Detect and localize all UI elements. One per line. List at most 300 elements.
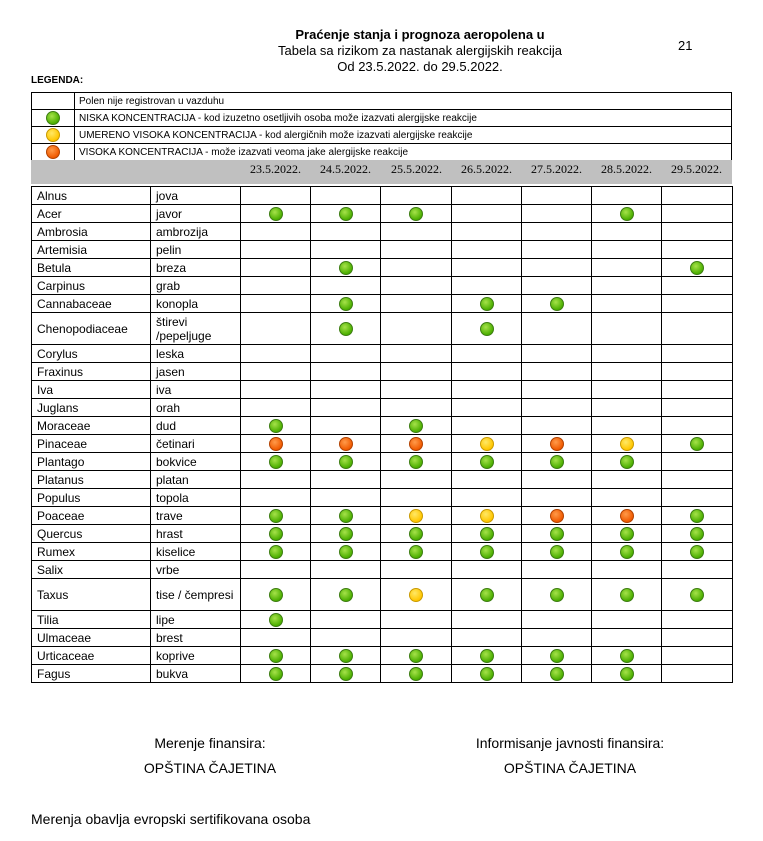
concentration-cell xyxy=(311,629,381,647)
concentration-cell xyxy=(522,187,592,205)
concentration-cell xyxy=(592,205,662,223)
concentration-cell xyxy=(311,543,381,561)
green-dot-icon xyxy=(690,437,704,451)
table-row xyxy=(32,399,733,417)
concentration-cell xyxy=(241,543,311,561)
concentration-cell xyxy=(241,453,311,471)
latin-name-cell: Tilia xyxy=(32,611,151,629)
funding-measurement-value: OPŠTINA ČAJETINA xyxy=(143,760,277,776)
latin-name-cell: Moraceae xyxy=(32,417,151,435)
latin-name-cell: Rumex xyxy=(32,543,151,561)
concentration-cell xyxy=(452,363,522,381)
funding-measurement-label: Merenje finansira: xyxy=(154,735,266,751)
concentration-cell xyxy=(241,525,311,543)
concentration-cell xyxy=(381,489,452,507)
concentration-cell xyxy=(592,507,662,525)
concentration-cell xyxy=(311,665,381,683)
concentration-cell xyxy=(592,313,662,345)
table-row xyxy=(32,489,733,507)
page-number: 21 xyxy=(678,38,693,53)
concentration-cell xyxy=(522,241,592,259)
concentration-cell xyxy=(381,381,452,399)
green-dot-icon xyxy=(550,588,564,602)
orange-dot-icon xyxy=(339,437,353,451)
concentration-cell xyxy=(241,313,311,345)
concentration-cell xyxy=(381,453,452,471)
green-dot-icon xyxy=(480,455,494,469)
local-name-cell: brest xyxy=(151,629,241,647)
concentration-cell xyxy=(381,399,452,417)
orange-dot-icon xyxy=(409,437,423,451)
concentration-cell xyxy=(662,525,733,543)
local-name-cell: iva xyxy=(151,381,241,399)
table-row xyxy=(32,259,733,277)
concentration-cell xyxy=(452,507,522,525)
green-dot-icon xyxy=(690,509,704,523)
table-row xyxy=(32,223,733,241)
green-dot-icon xyxy=(339,297,353,311)
legend-swatch-green xyxy=(32,110,75,127)
local-name-cell: lipe xyxy=(151,611,241,629)
concentration-cell xyxy=(452,665,522,683)
legend-table xyxy=(31,92,732,161)
funding-information xyxy=(440,734,700,777)
concentration-cell xyxy=(241,417,311,435)
footer-note: Merenja obavlja evropski sertifikovana osoba xyxy=(31,811,311,827)
green-dot-icon xyxy=(269,545,283,559)
concentration-cell xyxy=(241,381,311,399)
legend-title: LEGENDA: xyxy=(31,75,84,86)
latin-name-cell: Taxus xyxy=(32,579,151,611)
local-name-cell: grab xyxy=(151,277,241,295)
concentration-cell xyxy=(592,629,662,647)
table-row xyxy=(32,381,733,399)
latin-name-cell: Iva xyxy=(32,381,151,399)
table-row xyxy=(32,561,733,579)
concentration-cell xyxy=(311,363,381,381)
table-row xyxy=(32,665,733,683)
green-dot-icon xyxy=(550,527,564,541)
concentration-cell xyxy=(522,489,592,507)
latin-name-cell: Urticaceae xyxy=(32,647,151,665)
green-dot-icon xyxy=(550,455,564,469)
green-dot-icon xyxy=(480,667,494,681)
green-dot-icon xyxy=(269,207,283,221)
concentration-cell xyxy=(311,507,381,525)
concentration-cell xyxy=(241,259,311,277)
green-dot-icon xyxy=(690,261,704,275)
concentration-cell xyxy=(592,611,662,629)
latin-name-cell: Ambrosia xyxy=(32,223,151,241)
green-dot-icon xyxy=(339,322,353,336)
concentration-cell xyxy=(241,345,311,363)
green-dot-icon xyxy=(339,509,353,523)
concentration-cell xyxy=(592,665,662,683)
date-header-cell: 26.5.2022. xyxy=(461,162,512,176)
concentration-cell xyxy=(311,277,381,295)
table-row xyxy=(32,453,733,471)
concentration-cell xyxy=(311,381,381,399)
concentration-cell xyxy=(452,417,522,435)
latin-name-cell: Acer xyxy=(32,205,151,223)
local-name-cell: jasen xyxy=(151,363,241,381)
concentration-cell xyxy=(592,277,662,295)
concentration-cell xyxy=(381,241,452,259)
latin-name-cell: Chenopodiaceae xyxy=(32,313,151,345)
concentration-cell xyxy=(522,363,592,381)
concentration-cell xyxy=(662,259,733,277)
green-dot-icon xyxy=(339,667,353,681)
concentration-cell xyxy=(592,363,662,381)
concentration-cell xyxy=(662,543,733,561)
concentration-cell xyxy=(381,295,452,313)
concentration-cell xyxy=(381,525,452,543)
concentration-cell xyxy=(311,241,381,259)
latin-name-cell: Platanus xyxy=(32,471,151,489)
table-row xyxy=(32,611,733,629)
green-dot-icon xyxy=(269,527,283,541)
concentration-cell xyxy=(241,363,311,381)
table-row xyxy=(32,629,733,647)
concentration-cell xyxy=(592,399,662,417)
concentration-cell xyxy=(381,435,452,453)
local-name-cell: bukva xyxy=(151,665,241,683)
concentration-cell xyxy=(662,579,733,611)
table-row xyxy=(32,277,733,295)
green-dot-icon xyxy=(269,649,283,663)
concentration-cell xyxy=(592,525,662,543)
green-dot-icon xyxy=(409,455,423,469)
concentration-cell xyxy=(452,525,522,543)
latin-name-cell: Cannabaceae xyxy=(32,295,151,313)
concentration-cell xyxy=(662,295,733,313)
green-dot-icon xyxy=(620,588,634,602)
concentration-cell xyxy=(452,543,522,561)
concentration-cell xyxy=(241,561,311,579)
concentration-cell xyxy=(452,647,522,665)
local-name-cell: tise / čempresi xyxy=(151,579,241,611)
concentration-cell xyxy=(662,629,733,647)
funding-information-value: OPŠTINA ČAJETINA xyxy=(503,760,637,776)
concentration-cell xyxy=(311,647,381,665)
concentration-cell xyxy=(592,381,662,399)
latin-name-cell: Plantago xyxy=(32,453,151,471)
concentration-cell xyxy=(241,187,311,205)
date-header-cell: 29.5.2022. xyxy=(671,162,722,176)
green-dot-icon xyxy=(269,667,283,681)
concentration-cell xyxy=(452,561,522,579)
green-dot-icon xyxy=(339,207,353,221)
concentration-cell xyxy=(311,561,381,579)
yellow-dot-icon xyxy=(620,437,634,451)
concentration-cell xyxy=(452,579,522,611)
legend-text: NISKA KONCENTRACIJA - kod izuzetno osetljivih osoba može izazvati alergijske reakcije xyxy=(75,110,732,127)
local-name-cell: kiselice xyxy=(151,543,241,561)
local-name-cell: ambrozija xyxy=(151,223,241,241)
concentration-cell xyxy=(381,471,452,489)
local-name-cell: platan xyxy=(151,471,241,489)
local-name-cell: leska xyxy=(151,345,241,363)
legend-text: Polen nije registrovan u vazduhu xyxy=(75,93,732,110)
concentration-cell xyxy=(592,453,662,471)
local-name-cell: bokvice xyxy=(151,453,241,471)
date-header-cell: 28.5.2022. xyxy=(601,162,652,176)
table-row xyxy=(32,471,733,489)
green-dot-icon xyxy=(269,588,283,602)
concentration-cell xyxy=(522,611,592,629)
green-dot-icon xyxy=(690,588,704,602)
concentration-cell xyxy=(381,363,452,381)
concentration-cell xyxy=(522,629,592,647)
concentration-cell xyxy=(381,611,452,629)
orange-dot-icon xyxy=(46,145,60,159)
green-dot-icon xyxy=(550,667,564,681)
document-title xyxy=(200,27,640,75)
date-header-cell: 27.5.2022. xyxy=(531,162,582,176)
legend-row xyxy=(32,93,732,110)
green-dot-icon xyxy=(690,527,704,541)
concentration-cell xyxy=(241,277,311,295)
concentration-cell xyxy=(241,665,311,683)
yellow-dot-icon xyxy=(409,509,423,523)
yellow-dot-icon xyxy=(46,128,60,142)
concentration-cell xyxy=(522,345,592,363)
orange-dot-icon xyxy=(550,509,564,523)
concentration-cell xyxy=(522,525,592,543)
concentration-cell xyxy=(662,647,733,665)
green-dot-icon xyxy=(480,649,494,663)
yellow-dot-icon xyxy=(409,588,423,602)
latin-name-cell: Carpinus xyxy=(32,277,151,295)
concentration-cell xyxy=(662,399,733,417)
local-name-cell: topola xyxy=(151,489,241,507)
concentration-cell xyxy=(381,647,452,665)
concentration-cell xyxy=(452,313,522,345)
concentration-cell xyxy=(662,277,733,295)
concentration-cell xyxy=(662,561,733,579)
table-row xyxy=(32,241,733,259)
table-row xyxy=(32,647,733,665)
concentration-cell xyxy=(662,611,733,629)
title-line-2: Tabela sa rizikom za nastanak alergijskih reakcija xyxy=(278,43,562,58)
concentration-cell xyxy=(522,205,592,223)
concentration-cell xyxy=(241,435,311,453)
table-row xyxy=(32,205,733,223)
title-line-3: Od 23.5.2022. do 29.5.2022. xyxy=(337,59,503,74)
green-dot-icon xyxy=(620,545,634,559)
latin-name-cell: Fraxinus xyxy=(32,363,151,381)
local-name-cell: breza xyxy=(151,259,241,277)
green-dot-icon xyxy=(409,527,423,541)
concentration-cell xyxy=(311,205,381,223)
yellow-dot-icon xyxy=(480,437,494,451)
orange-dot-icon xyxy=(269,437,283,451)
concentration-cell xyxy=(522,507,592,525)
concentration-cell xyxy=(381,277,452,295)
green-dot-icon xyxy=(409,649,423,663)
latin-name-cell: Quercus xyxy=(32,525,151,543)
concentration-cell xyxy=(311,489,381,507)
date-header-cell: 23.5.2022. xyxy=(250,162,301,176)
table-row xyxy=(32,313,733,345)
concentration-cell xyxy=(311,399,381,417)
green-dot-icon xyxy=(409,419,423,433)
concentration-cell xyxy=(311,345,381,363)
concentration-cell xyxy=(381,205,452,223)
concentration-cell xyxy=(241,241,311,259)
concentration-cell xyxy=(662,435,733,453)
concentration-cell xyxy=(522,579,592,611)
concentration-cell xyxy=(522,295,592,313)
local-name-cell: hrast xyxy=(151,525,241,543)
table-row xyxy=(32,363,733,381)
concentration-cell xyxy=(662,417,733,435)
concentration-cell xyxy=(241,205,311,223)
concentration-cell xyxy=(662,363,733,381)
concentration-cell xyxy=(311,223,381,241)
concentration-cell xyxy=(241,647,311,665)
green-dot-icon xyxy=(620,455,634,469)
green-dot-icon xyxy=(620,649,634,663)
concentration-cell xyxy=(662,187,733,205)
funding-information-label: Informisanje javnosti finansira: xyxy=(475,735,665,751)
latin-name-cell: Betula xyxy=(32,259,151,277)
concentration-cell xyxy=(592,259,662,277)
concentration-cell xyxy=(592,561,662,579)
concentration-cell xyxy=(522,313,592,345)
concentration-cell xyxy=(311,435,381,453)
concentration-cell xyxy=(592,579,662,611)
concentration-cell xyxy=(522,471,592,489)
latin-name-cell: Populus xyxy=(32,489,151,507)
green-dot-icon xyxy=(46,111,60,125)
concentration-cell xyxy=(522,453,592,471)
concentration-cell xyxy=(241,223,311,241)
concentration-cell xyxy=(381,345,452,363)
concentration-cell xyxy=(522,417,592,435)
concentration-cell xyxy=(311,471,381,489)
latin-name-cell: Pinaceae xyxy=(32,435,151,453)
green-dot-icon xyxy=(550,545,564,559)
concentration-cell xyxy=(662,453,733,471)
concentration-cell xyxy=(592,647,662,665)
green-dot-icon xyxy=(269,509,283,523)
concentration-cell xyxy=(452,435,522,453)
local-name-cell: jova xyxy=(151,187,241,205)
table-row xyxy=(32,435,733,453)
green-dot-icon xyxy=(620,527,634,541)
concentration-cell xyxy=(452,629,522,647)
concentration-cell xyxy=(311,259,381,277)
concentration-cell xyxy=(592,543,662,561)
table-row xyxy=(32,417,733,435)
concentration-cell xyxy=(452,241,522,259)
green-dot-icon xyxy=(339,649,353,663)
concentration-cell xyxy=(662,345,733,363)
concentration-cell xyxy=(452,205,522,223)
concentration-cell xyxy=(241,471,311,489)
concentration-cell xyxy=(522,435,592,453)
legend-swatch-none xyxy=(32,93,75,110)
title-line-1: Praćenje stanja i prognoza aeropolena u xyxy=(295,27,545,42)
local-name-cell: koprive xyxy=(151,647,241,665)
latin-name-cell: Ulmaceae xyxy=(32,629,151,647)
green-dot-icon xyxy=(480,297,494,311)
concentration-cell xyxy=(452,277,522,295)
local-name-cell: orah xyxy=(151,399,241,417)
concentration-cell xyxy=(311,417,381,435)
concentration-cell xyxy=(381,507,452,525)
concentration-cell xyxy=(522,259,592,277)
concentration-cell xyxy=(381,313,452,345)
green-dot-icon xyxy=(339,261,353,275)
concentration-cell xyxy=(381,543,452,561)
legend-text: VISOKA KONCENTRACIJA - može izazvati veoma jake alergijske reakcije xyxy=(75,144,732,161)
concentration-cell xyxy=(452,471,522,489)
concentration-cell xyxy=(241,489,311,507)
green-dot-icon xyxy=(339,588,353,602)
green-dot-icon xyxy=(409,207,423,221)
green-dot-icon xyxy=(480,322,494,336)
date-header-cell: 25.5.2022. xyxy=(391,162,442,176)
table-row xyxy=(32,507,733,525)
local-name-cell: štirevi /pepeljuge xyxy=(151,313,241,345)
table-row xyxy=(32,295,733,313)
concentration-cell xyxy=(592,417,662,435)
latin-name-cell: Salix xyxy=(32,561,151,579)
concentration-cell xyxy=(592,241,662,259)
yellow-dot-icon xyxy=(480,509,494,523)
concentration-cell xyxy=(452,611,522,629)
concentration-cell xyxy=(381,579,452,611)
concentration-cell xyxy=(592,489,662,507)
concentration-cell xyxy=(311,187,381,205)
concentration-cell xyxy=(241,295,311,313)
table-row xyxy=(32,525,733,543)
table-row xyxy=(32,345,733,363)
latin-name-cell: Corylus xyxy=(32,345,151,363)
concentration-cell xyxy=(381,665,452,683)
latin-name-cell: Juglans xyxy=(32,399,151,417)
concentration-cell xyxy=(241,629,311,647)
concentration-cell xyxy=(381,561,452,579)
concentration-cell xyxy=(592,345,662,363)
latin-name-cell: Fagus xyxy=(32,665,151,683)
green-dot-icon xyxy=(339,455,353,469)
concentration-cell xyxy=(522,223,592,241)
green-dot-icon xyxy=(480,527,494,541)
green-dot-icon xyxy=(269,455,283,469)
table-row xyxy=(32,579,733,611)
legend-row xyxy=(32,110,732,127)
concentration-cell xyxy=(592,295,662,313)
concentration-cell xyxy=(522,561,592,579)
concentration-cell xyxy=(381,187,452,205)
latin-name-cell: Alnus xyxy=(32,187,151,205)
concentration-cell xyxy=(522,277,592,295)
concentration-cell xyxy=(662,381,733,399)
local-name-cell: vrbe xyxy=(151,561,241,579)
concentration-cell xyxy=(592,223,662,241)
legend-row xyxy=(32,144,732,161)
concentration-cell xyxy=(241,507,311,525)
concentration-cell xyxy=(662,471,733,489)
concentration-cell xyxy=(311,453,381,471)
legend-row xyxy=(32,127,732,144)
concentration-cell xyxy=(452,295,522,313)
local-name-cell: pelin xyxy=(151,241,241,259)
concentration-cell xyxy=(452,399,522,417)
